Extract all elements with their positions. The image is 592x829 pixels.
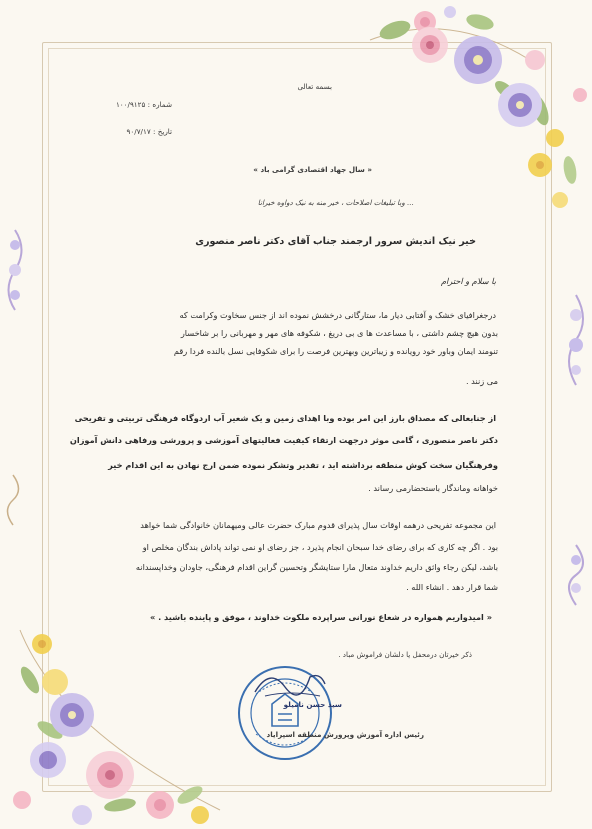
closing-line: « امیدواریم همواره در شعاع نورانی سراپرده ملکوت خداوند ، موفق و پاینده باشید . »: [149, 612, 492, 622]
para2-line4: خواهانه وماندگار باستحضارمی رساند .: [368, 483, 498, 493]
signoff-line: ذکر خیرتان درمحفل یا دلشان فراموش مباد .: [338, 650, 472, 659]
letter-number: شماره : ۱۰۰/۹۱۲۵: [115, 100, 172, 109]
bismillah: بسمه تعالی: [297, 82, 332, 91]
right-side-ornament-bottom: [560, 540, 592, 610]
para2-line2: دکتر ناصر منصوری ، گامی موثر درجهت ارتقاء کیفیت فعالیتهای آموزشی و پرورشی ورفاهی دانش آموزان: [69, 435, 498, 445]
letter-date: تاریخ : ۹۰/۷/۱۷: [126, 127, 172, 136]
top-right-floral-ornament: [330, 0, 592, 230]
year-motto: « سال جهاد اقتصادی گرامی باد »: [253, 165, 372, 174]
handwritten-signature: [250, 662, 330, 702]
signer-name: سید حسن نامیلو: [283, 700, 342, 709]
para3-line1: این مجموعه تفریحی درهمه اوقات سال پذیرای قدوم مبارک حضرت عالی ومیهمانان خانوادگی شما خواهد: [140, 520, 496, 530]
right-side-ornament-top: [560, 290, 592, 390]
intro-line: ... وبا تبلیغات اصلاحات ، خیر منه به نیک دواوه خیرانا: [257, 198, 414, 207]
para2-line3: وفرهنگیان سخت کوش منطقه برداشته اید ، تقدیر وتشکر نموده ضمن ارج نهادن به این اقدام خیر: [108, 460, 498, 470]
para3-line4: شما قرار دهد . انشاء الله .: [406, 582, 498, 592]
para1-line2: بدون هیچ چشم داشتی ، با مساعدت ها ی بی دریغ ، شکوفه های مهر و مهربانی را بر شاخسار: [180, 328, 498, 338]
para3-line3: باشد، لیکن رجاء واثق داریم خداوند متعال مارا ستایشگر وتحسین گراین اقدام فرهنگی، جاودان وخداپسندانه: [135, 562, 498, 572]
para1-line4: می زنند .: [465, 376, 498, 386]
recipient-line: خیر نیک اندیش سرور ارجمند جناب آقای دکتر ناصر منصوری: [195, 236, 476, 247]
bottom-left-floral-ornament: [0, 610, 260, 829]
signer-title: رئیس اداره آموزش وپرورش منطقه اسپرایاد: [266, 730, 424, 739]
para1-line1: درجغرافیای خشک و آفتابی دیار ما، ستارگانی درخشش نموده اند از جنس سخاوت وکرامت که: [179, 310, 496, 320]
greeting: با سلام و احترام: [440, 276, 496, 286]
para2-line1: از جنابعالی که مصداق بارز این امر بوده وبا اهدای زمین و یک شعیر آب اردوگاه فرهنگی تربیتی و تفریحی: [74, 413, 496, 423]
left-side-ornament-lower: [0, 470, 26, 530]
para1-line3: تنومند ایمان وباور خود رویانده و زیباترین وبهترین فرصت را برای شکوفایی نسل بالنده فردا رقم: [173, 346, 498, 356]
left-side-ornament: [0, 225, 30, 315]
para3-line2: بود . اگر چه کاری که برای رضای خدا سبحان انجام پذیرد ، جز رضای او نمی تواند پاداش بندگان مخلص او: [142, 542, 498, 552]
